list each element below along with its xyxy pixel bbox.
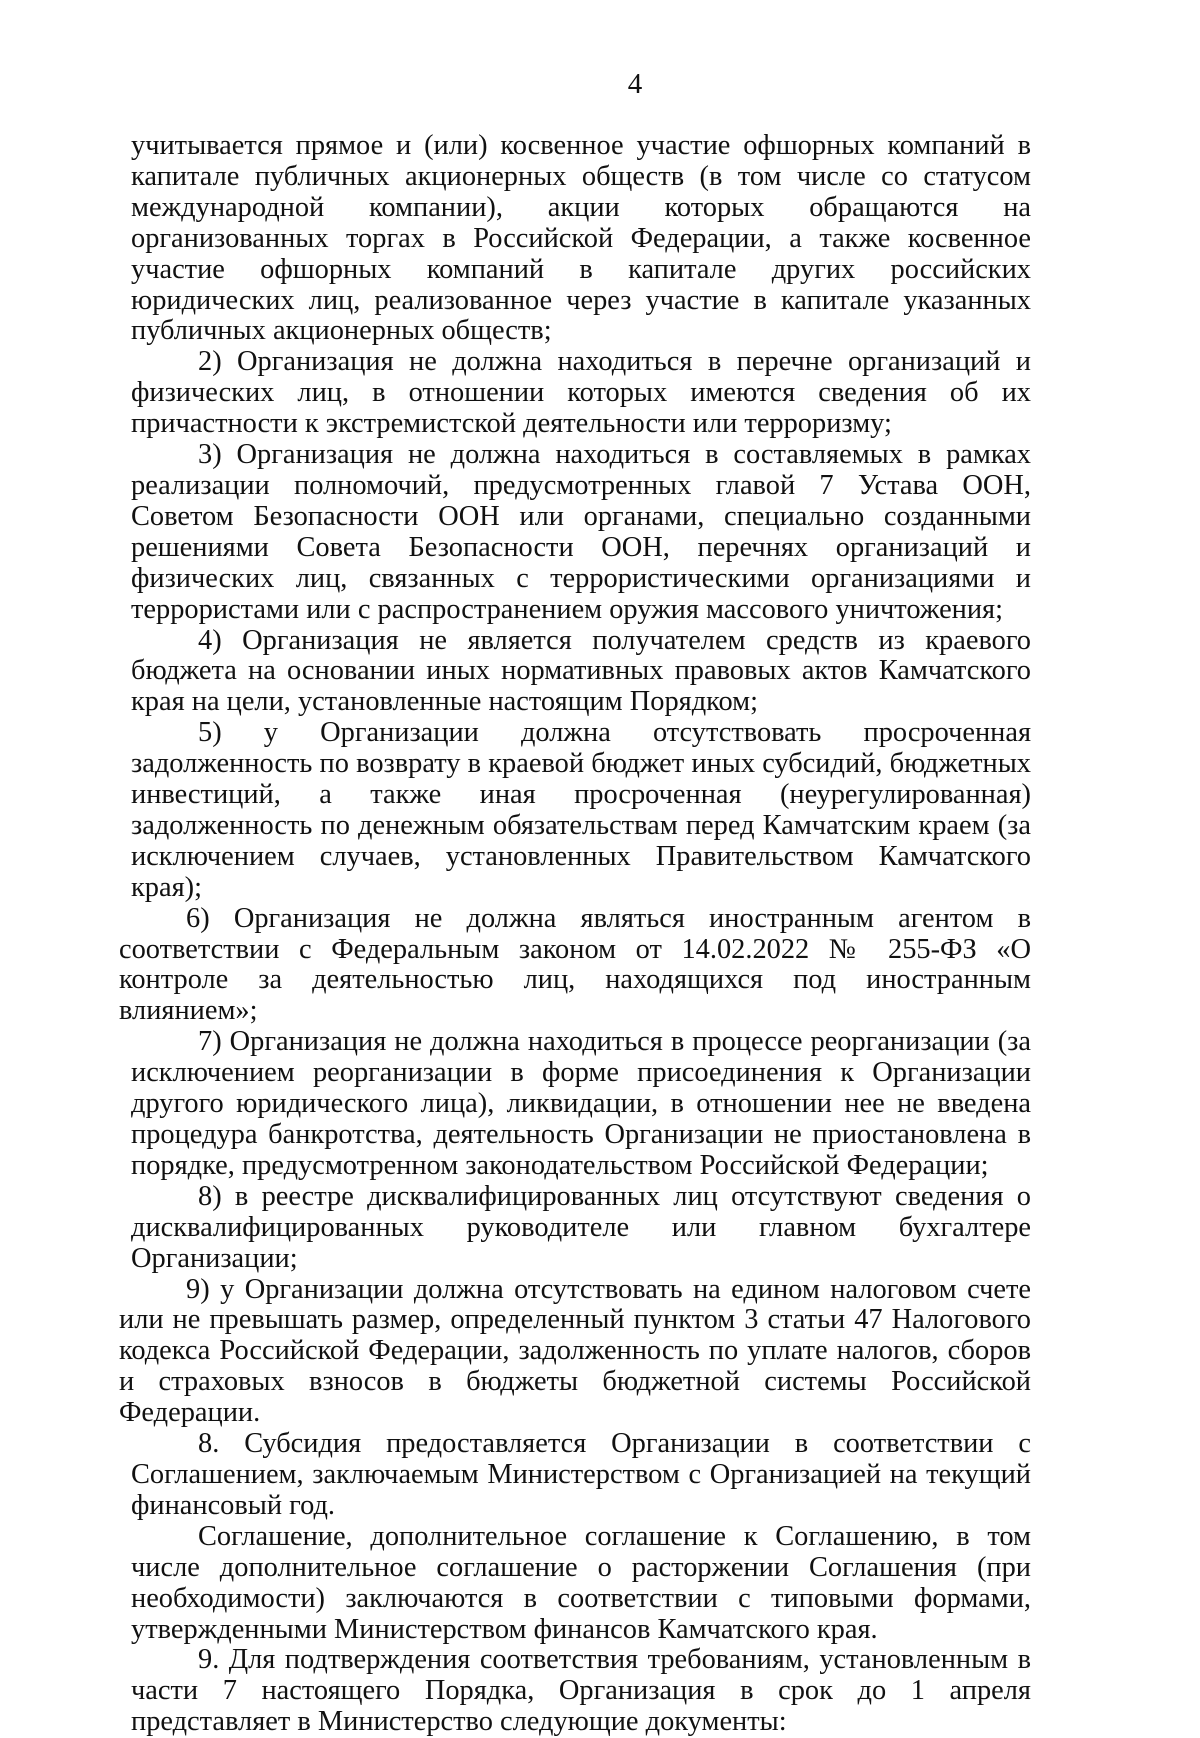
paragraph-item-2: 2) Организация не должна находиться в перечне организаций и физических лиц, в отношении которых имеются сведения об их причастности к экстремистской деятельности или терроризму; — [131, 346, 1031, 440]
paragraph-item-7: 7) Организация не должна находиться в процессе реорганизации (за исключением реорганизации в форме присоединения к Организации другого юридического лица), ликвидации, в отношении нее не введена процедура банкротства, деятельность Организации не приостановлена в порядке, предусмотренном законодательством Российской Федерации; — [131, 1026, 1031, 1181]
paragraph-item-8: 8) в реестре дисквалифицированных лиц отсутствуют сведения о дисквалифицированных руководителе или главном бухгалтере Организации; — [131, 1180, 1031, 1274]
paragraph-agreement: Соглашение, дополнительное соглашение к Соглашению, в том числе дополнительное соглашение о расторжении Соглашения (при необходимости) заключаются в соответствии с типовыми формами, утвержденными Министерством финансов Камчатского края. — [131, 1520, 1031, 1645]
paragraph-section-8: 8. Субсидия предоставляется Организации в соответствии с Соглашением, заключаемым Министерством с Организацией на текущий финансовый год. — [131, 1428, 1031, 1521]
paragraph-item-3: 3) Организация не должна находиться в составляемых в рамках реализации полномочий, предусмотренных главой 7 Устава ООН, Советом Безопасности ООН или органами, специально созданными решениями Совета Безопасности ООН, перечнях организаций и физических лиц, связанных с террористическими организациями и террористами или с распространением оружия массового уничтожения; — [131, 439, 1031, 625]
paragraph-section-9: 9. Для подтверждения соответствия требованиям, установленным в части 7 настоящего Порядка, Организация в срок до 1 апреля представляет в Министерство следующие документы: — [131, 1644, 1031, 1738]
paragraph-item-5: 5) у Организации должна отсутствовать просроченная задолженность по возврату в краевой бюджет иных субсидий, бюджетных инвестиций, а также иная просроченная (неурегулированная) задолженность по денежным обязательствам перед Камчатским краем (за исключением случаев, установленных Правительством Камчатского края); — [131, 717, 1031, 903]
paragraph-item-6: 6) Организация не должна являться иностранным агентом в соответствии с Федеральным законом от 14.02.2022 № 255-ФЗ «О контроле за деятельностью лиц, находящихся под иностранным влиянием»; — [119, 902, 1031, 1027]
paragraph-item-9: 9) у Организации должна отсутствовать на едином налоговом счете или не превышать размер, определенный пунктом 3 статьи 47 Налогового кодекса Российской Федерации, задолженность по уплате налогов, сборов и страховых взносов в бюджеты бюджетной системы Российской Федерации. — [119, 1273, 1031, 1429]
paragraph-item-4: 4) Организация не является получателем средств из краевого бюджета на основании иных нормативных правовых актов Камчатского края на цели, установленные настоящим Порядком; — [131, 624, 1031, 718]
page-number: 4 — [627, 68, 643, 100]
paragraph-continuation: учитывается прямое и (или) косвенное участие офшорных компаний в капитале публичных акционерных обществ (в том числе со статусом международной компании), акции которых обращаются на организованных торгах в Российской Федерации, а также косвенное участие офшорных компаний в капитале других российских юридических лиц, реализованное через участие в капитале указанных публичных акционерных обществ; — [131, 130, 1031, 347]
document-body — [119, 130, 1031, 1738]
